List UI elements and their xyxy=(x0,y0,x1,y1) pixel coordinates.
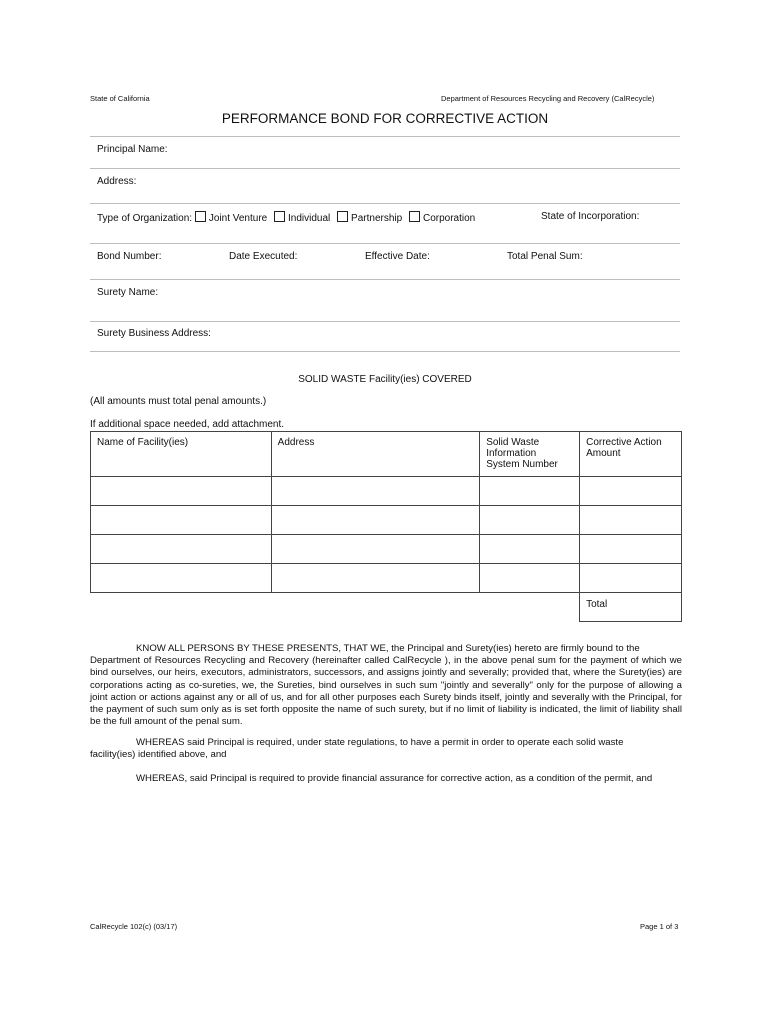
facility-name-cell[interactable] xyxy=(91,477,272,506)
table-row xyxy=(91,535,682,564)
principal-name-label: Principal Name: xyxy=(97,144,168,155)
divider xyxy=(90,136,680,137)
form-id: CalRecycle 102(c) (03/17) xyxy=(90,922,178,931)
whereas-permit-paragraph xyxy=(90,737,682,761)
partnership-checkbox[interactable] xyxy=(337,211,348,222)
facilities-heading: SOLID WASTE Facility(ies) COVERED xyxy=(298,374,472,385)
surety-address-field[interactable] xyxy=(90,351,680,352)
surety-address-label: Surety Business Address: xyxy=(97,328,211,339)
facility-name-cell[interactable] xyxy=(91,564,272,593)
facility-swis-cell[interactable] xyxy=(480,564,580,593)
effective-date-label: Effective Date: xyxy=(365,251,430,262)
column-header-swis xyxy=(480,432,580,477)
bond-number-label: Bond Number: xyxy=(97,251,162,262)
table-row xyxy=(91,564,682,593)
know-all-persons-paragraph xyxy=(90,643,682,728)
facility-amount-cell[interactable] xyxy=(580,477,682,506)
address-field[interactable] xyxy=(90,203,680,204)
facility-swis-cell[interactable] xyxy=(480,535,580,564)
facility-address-cell[interactable] xyxy=(271,477,480,506)
state-of-incorporation-label: State of Incorporation: xyxy=(541,211,640,222)
facility-swis-cell[interactable] xyxy=(480,506,580,535)
bond-details-field[interactable] xyxy=(90,279,680,280)
facilities-note-attachment: If additional space needed, add attachment. xyxy=(90,419,285,430)
column-header-amount-line2: Amount xyxy=(586,448,621,459)
whereas-financial-paragraph xyxy=(90,773,682,785)
table-row xyxy=(91,477,682,506)
individual-checkbox[interactable] xyxy=(274,211,285,222)
page-number: Page 1 of 3 xyxy=(640,922,679,931)
column-header-swis-line2: Information xyxy=(486,448,537,459)
paragraph-first-line: KNOW ALL PERSONS BY THESE PRESENTS, THAT WE, the Principal and Surety(ies) hereto are firmly bound to the xyxy=(136,643,640,654)
column-header-amount xyxy=(580,432,682,477)
date-executed-label: Date Executed: xyxy=(229,251,298,262)
corporation-label: Corporation xyxy=(422,213,476,224)
table-total-row xyxy=(91,593,682,622)
paragraph-text: Department of Resources Recycling and Recovery (hereinafter called CalRecycle ), in the above penal sum for the payment of which we bind ourselves, our heirs, executors, administrators, successors, and assigns jointly and severally; provided that, where the Surety(ies) are corporations acting as co-sureties, we, the Sureties, bind ourselves in such sum "jointly and severally" only for the purpose of allowing a joint action or actions against any or all of us, and for all other purposes each Surety binds itself, jointly and severally with the Principal, for the payment of such sum only as is set forth opposite the name of such surety, but if no limit of liability is indicated, the limit of liability shall be the full amount of the penal sum. xyxy=(90,655,682,728)
organization-type-row xyxy=(97,211,479,224)
organization-field[interactable] xyxy=(90,243,680,244)
surety-name-label: Surety Name: xyxy=(97,287,159,298)
paragraph-text: facility(ies) identified above, and xyxy=(90,749,227,761)
address-label: Address: xyxy=(97,176,137,187)
facility-amount-cell[interactable] xyxy=(580,535,682,564)
individual-label: Individual xyxy=(288,213,331,224)
column-header-amount-line1: Corrective Action xyxy=(586,437,662,448)
facility-address-cell[interactable] xyxy=(271,535,480,564)
column-header-swis-line3: System Number xyxy=(486,459,558,470)
joint-venture-checkbox[interactable] xyxy=(195,211,206,222)
department-label: Department of Resources Recycling and Recovery (CalRecycle) xyxy=(441,94,655,103)
facility-address-cell[interactable] xyxy=(271,506,480,535)
facility-swis-cell[interactable] xyxy=(480,477,580,506)
joint-venture-label: Joint Venture xyxy=(208,213,268,224)
paragraph-first-line: WHEREAS said Principal is required, under state regulations, to have a permit in order to operate each solid waste xyxy=(136,737,624,748)
surety-name-field[interactable] xyxy=(90,321,680,322)
facilities-note-amounts: (All amounts must total penal amounts.) xyxy=(90,396,267,407)
facility-name-cell[interactable] xyxy=(91,535,272,564)
page-title: PERFORMANCE BOND FOR CORRECTIVE ACTION xyxy=(221,111,549,126)
column-header-swis-line1: Solid Waste xyxy=(486,437,540,448)
total-penal-sum-label: Total Penal Sum: xyxy=(507,251,583,262)
corporation-checkbox[interactable] xyxy=(409,211,420,222)
facility-address-cell[interactable] xyxy=(271,564,480,593)
facility-amount-cell[interactable] xyxy=(580,564,682,593)
column-header-address: Address xyxy=(271,432,480,477)
facility-amount-cell[interactable] xyxy=(580,506,682,535)
state-label: State of California xyxy=(90,94,150,103)
table-header-row xyxy=(91,432,682,477)
total-cell[interactable]: Total xyxy=(580,593,682,622)
facility-name-cell[interactable] xyxy=(91,506,272,535)
partnership-label: Partnership xyxy=(351,213,403,224)
organization-type-label: Type of Organization: xyxy=(97,213,193,224)
table-row xyxy=(91,506,682,535)
facilities-table xyxy=(90,431,682,622)
column-header-name: Name of Facility(ies) xyxy=(91,432,272,477)
paragraph-first-line: WHEREAS, said Principal is required to provide financial assurance for corrective action, as a condition of the permit, and xyxy=(136,773,653,784)
principal-name-field[interactable] xyxy=(90,168,680,169)
